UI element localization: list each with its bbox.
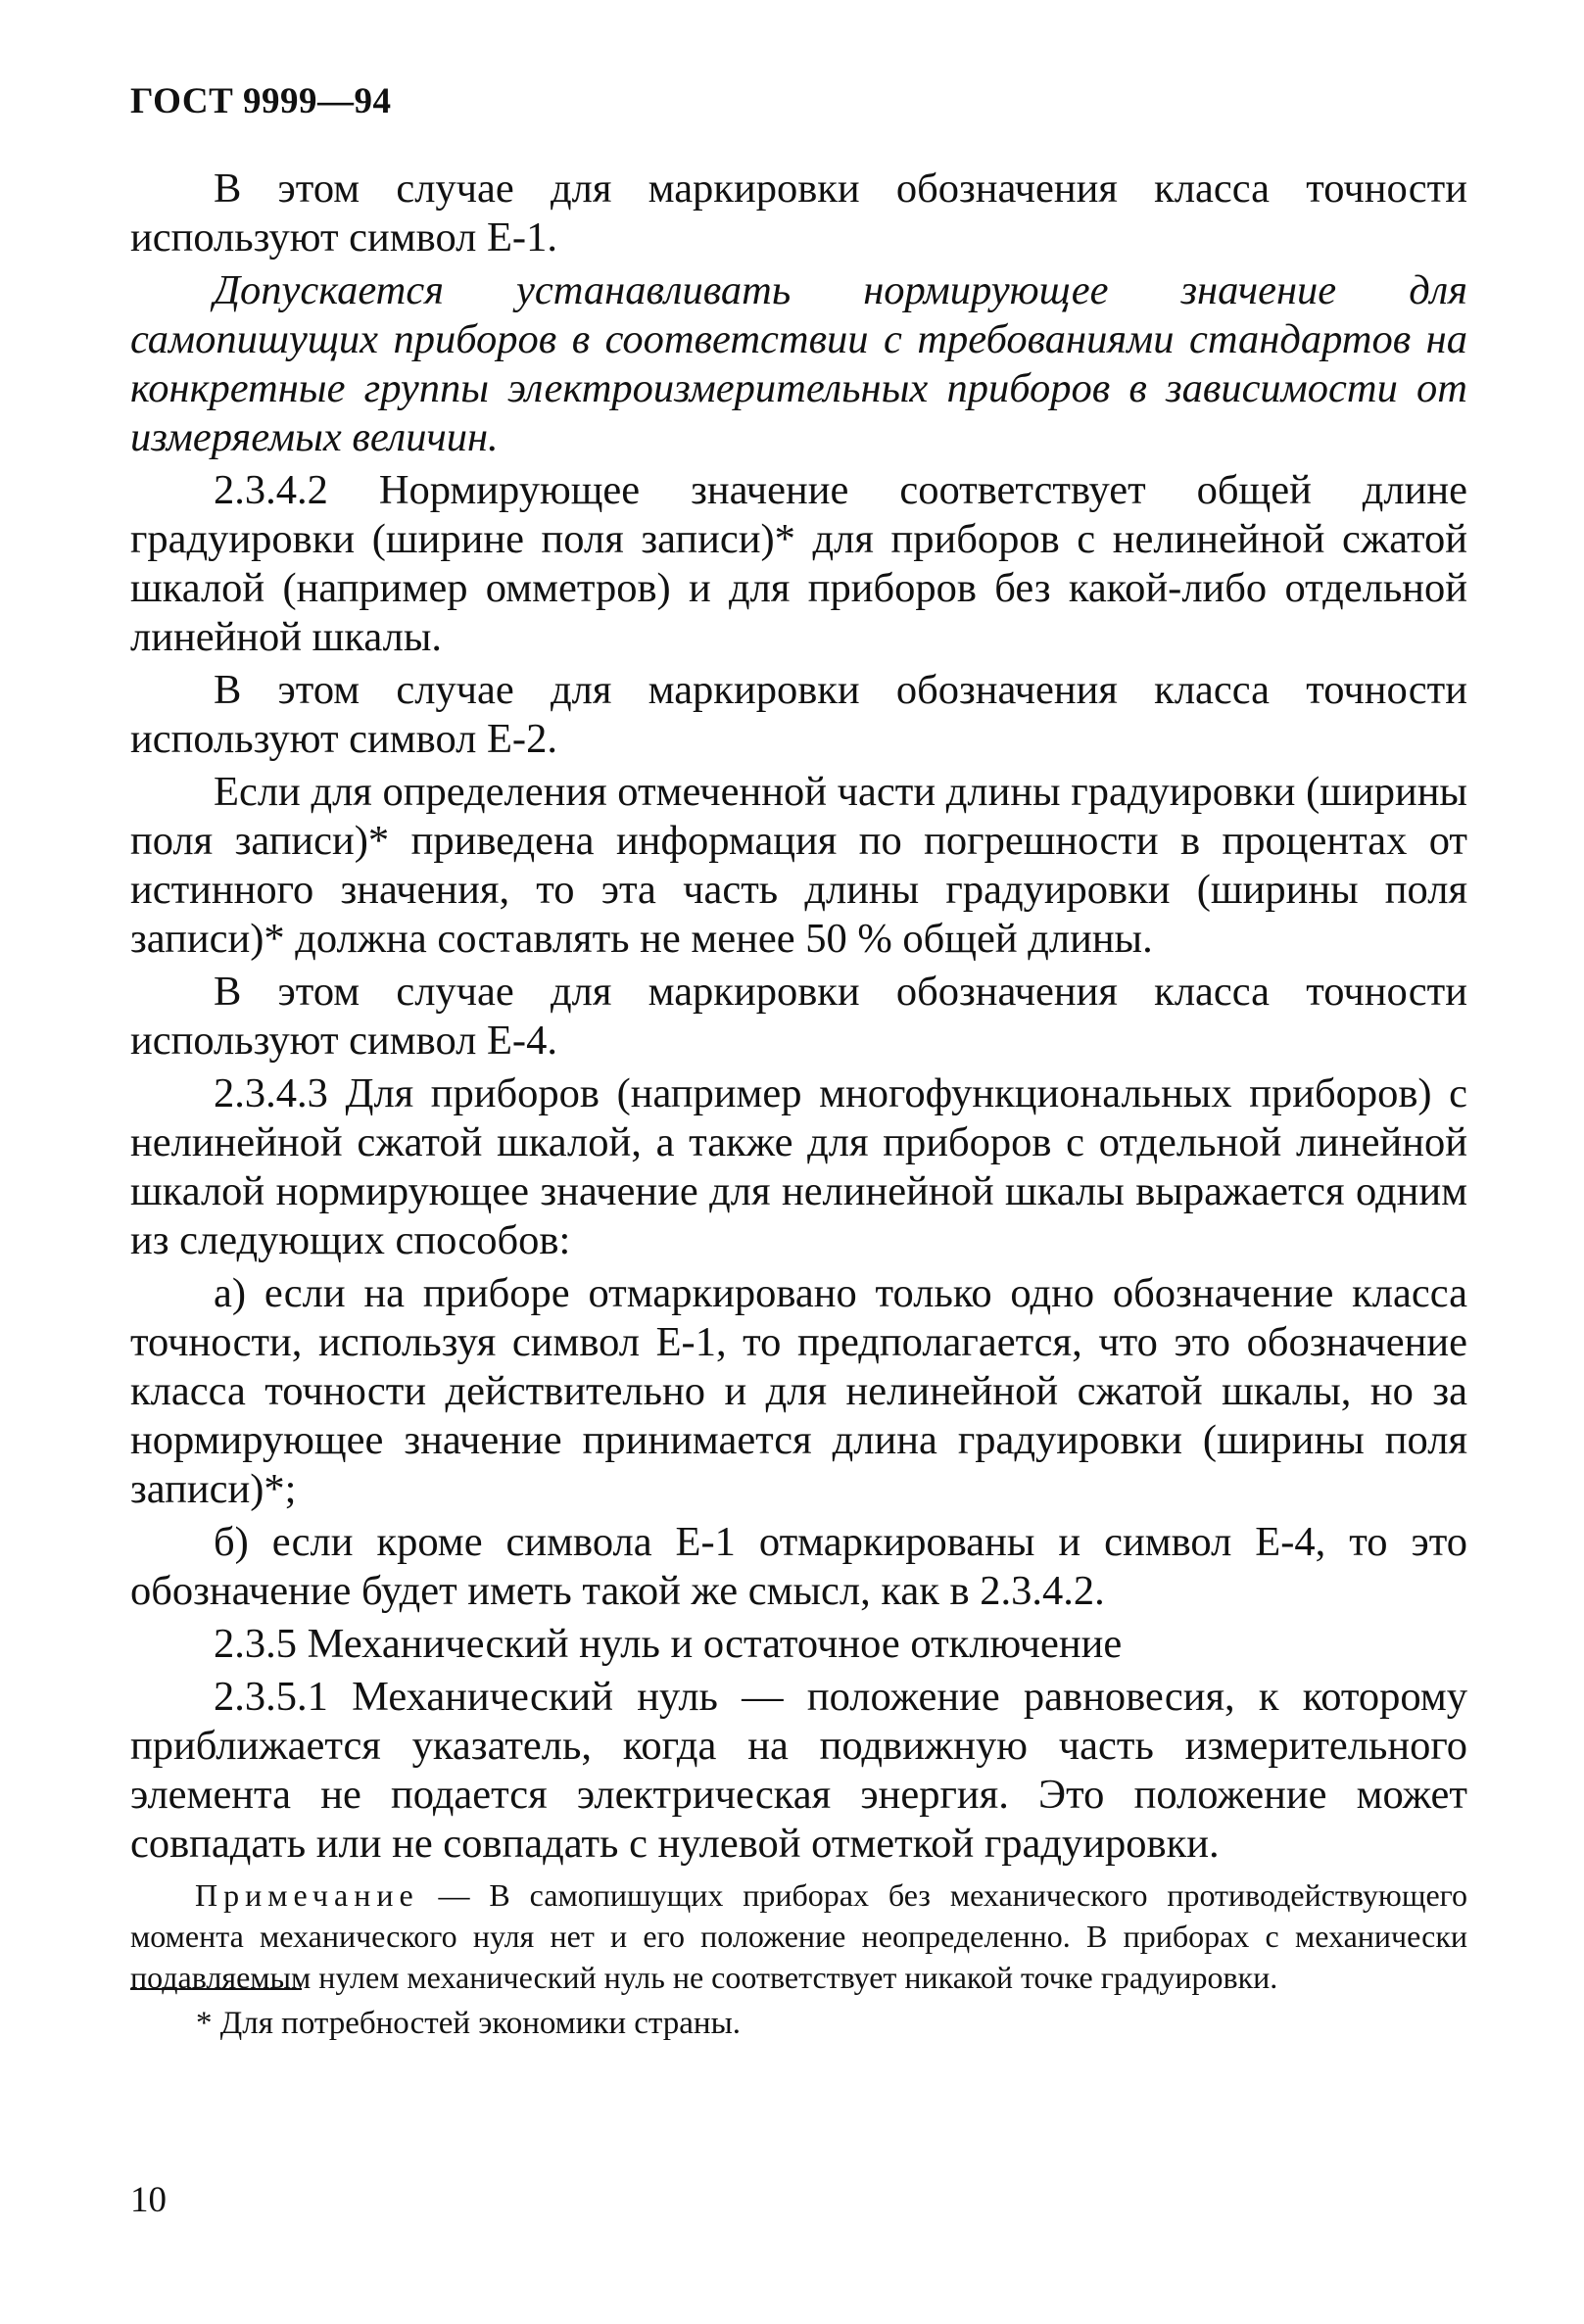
paragraph-2-italic: Допускается устанавливать нормирующее значение для самопишущих приборов в соответствии с требованиями стандартов на конкретные группы электроизмерительных приборов в зависимости от измеряемых величин. <box>130 267 1467 460</box>
paragraph-11: 2.3.5.1 Механический нуль — положение равновесия, к которому приближается указатель, когда на подвижную часть измерительного элемента не подается электрическая энергия. Это положение может совпадать или не совпадать с нулевой отметкой градуировки. <box>130 1674 1467 1867</box>
paragraph-9: б) если кроме символа Е-1 отмаркированы и символ Е-4, то это обозначение будет иметь такой же смысл, как в 2.3.4.2. <box>130 1519 1467 1614</box>
note-text: — В самопишущих приборах без механического противодействующего момента механического нуля нет и его положение неопределенно. В приборах с механически подавляемым нулем механический нуль не соответствует никакой точке градуировки. <box>130 1877 1467 1995</box>
note-lead: Примечание <box>195 1877 419 1913</box>
paragraph-7: 2.3.4.3 Для приборов (например многофункциональных приборов) с нелинейной сжатой шкалой, а также для приборов с отдельной линейной шкалой нормирующее значение для нелинейной шкалы выражается одним из следующих способов: <box>130 1070 1467 1263</box>
note-block <box>130 1874 1467 1998</box>
page-number: 10 <box>130 2180 167 2220</box>
paragraph-1: В этом случае для маркировки обозначения класса точности используют символ Е-1. <box>130 166 1467 261</box>
paragraph-10: 2.3.5 Механический нуль и остаточное отключение <box>214 1621 1123 1667</box>
paragraph-6: В этом случае для маркировки обозначения класса точности используют символ Е-4. <box>130 969 1467 1064</box>
paragraph-3: 2.3.4.2 Нормирующее значение соответствует общей длине градуировки (ширине поля записи)* для приборов с нелинейной сжатой шкалой (например омметров) и для приборов без какой-либо отдельной линейной шкалы. <box>130 467 1467 660</box>
paragraph-4: В этом случае для маркировки обозначения класса точности используют символ Е-2. <box>130 667 1467 762</box>
footnote: * Для потребностей экономики страны. <box>196 2006 741 2041</box>
paragraph-5: Если для определения отмеченной части длины градуировки (ширины поля записи)* приведена информация по погрешности в процентах от истинного значения, то эта часть длины градуировки (ширины поля записи)* должна составлять не менее 50 % общей длины. <box>130 769 1467 962</box>
paragraph-8: а) если на приборе отмаркировано только одно обозначение класса точности, используя символ Е-1, то предполагается, что это обозначение класса точности действительно и для нелинейной сжатой шкалы, но за нормирующее значение принимается длина градуировки (ширины поля записи)*; <box>130 1270 1467 1512</box>
footnote-rule <box>130 1988 302 1990</box>
document-header: ГОСТ 9999—94 <box>130 81 392 121</box>
document-body <box>130 165 1467 1998</box>
